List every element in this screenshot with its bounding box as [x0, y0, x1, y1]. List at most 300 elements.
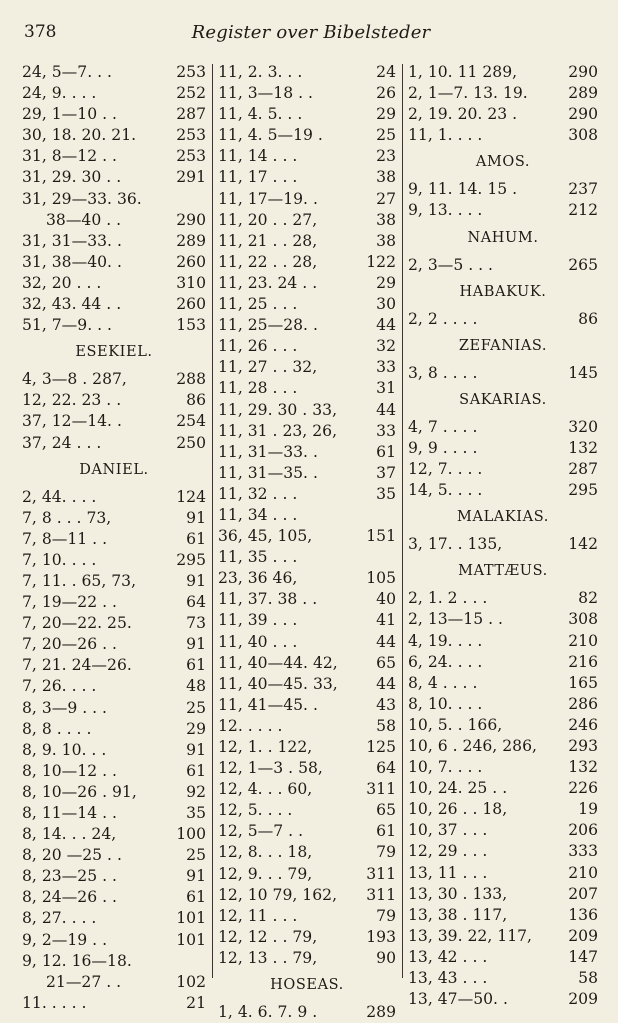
verse-reference: 11, 40—44. 42,: [218, 653, 338, 672]
page-reference: 44: [376, 674, 396, 693]
page-reference: 101: [176, 909, 206, 928]
page-reference: 142: [568, 535, 598, 554]
verse-reference: 11, 4. 5—19 .: [218, 126, 323, 145]
page-reference: 246: [568, 715, 598, 734]
page-reference: 38: [376, 231, 396, 250]
page-reference: 65: [376, 801, 396, 820]
index-entry: [218, 674, 396, 695]
verse-reference: 10, 24. 25 . .: [408, 779, 508, 798]
index-entry: [22, 803, 206, 824]
page-reference: 25: [186, 698, 206, 717]
page-reference: 333: [568, 842, 598, 861]
verse-reference: 8, 20 —25 . .: [22, 846, 122, 865]
verse-reference: 11, 26 . . .: [218, 337, 298, 356]
index-entry: [408, 363, 598, 384]
index-entry: [408, 62, 598, 83]
index-entry: [22, 125, 206, 146]
verse-reference: 13, 11 . . .: [408, 863, 488, 882]
page-reference: 86: [578, 309, 598, 328]
index-column-3: [408, 62, 598, 1009]
page-header: [24, 22, 598, 48]
verse-reference: 10, 26 . . 18,: [408, 800, 508, 819]
page-reference: 21: [186, 993, 206, 1012]
book-heading-sakarias: SAKARIAS.: [459, 391, 547, 408]
page-reference: 122: [366, 252, 396, 271]
hoseas-entries: [218, 1002, 396, 1023]
page-reference: 226: [568, 779, 598, 798]
page-reference: 237: [568, 180, 598, 199]
verse-reference: 37, 24 . . .: [22, 433, 102, 452]
page-reference: 25: [186, 846, 206, 865]
page-reference: 86: [186, 391, 206, 410]
esekiel-entries: [22, 369, 206, 453]
verse-reference: 32, 20 . . .: [22, 273, 102, 292]
page-reference: 250: [176, 433, 206, 452]
page-reference: 91: [186, 740, 206, 759]
index-entry: [218, 589, 396, 610]
verse-reference: 7, 10. . . .: [22, 550, 97, 569]
verse-reference: 8, 10—26 . 91,: [22, 782, 137, 801]
verse-reference: 14, 5. . . .: [408, 481, 483, 500]
verse-reference: 11, 27 . . 32,: [218, 358, 318, 377]
page-reference: 27: [376, 189, 396, 208]
index-entry: [218, 167, 396, 188]
index-entry: [22, 62, 206, 83]
page-reference: 310: [176, 273, 206, 292]
verse-reference: 11, 32 . . .: [218, 484, 298, 503]
page-reference: 124: [176, 487, 206, 506]
index-entry: [408, 926, 598, 947]
index-entry: [218, 885, 396, 906]
verse-reference: 7, 20—26 . .: [22, 635, 117, 654]
page-reference: 91: [186, 571, 206, 590]
verse-reference: 7, 19—22 . .: [22, 593, 117, 612]
verse-reference: 11, 3—18 . .: [218, 84, 313, 103]
verse-reference: 9, 13. . . .: [408, 201, 483, 220]
verse-reference: 3, 8 . . . .: [408, 363, 478, 382]
index-entry: [22, 782, 206, 803]
page-reference: 308: [568, 610, 598, 629]
page-reference: 91: [186, 867, 206, 886]
verse-reference: 2, 1—7. 13. 19.: [408, 84, 528, 103]
page-reference: 41: [376, 611, 396, 630]
page-reference: 287: [568, 460, 598, 479]
page-reference: 33: [376, 421, 396, 440]
verse-reference: 11, 22 . . 28,: [218, 252, 318, 271]
index-entry: [22, 698, 206, 719]
verse-reference: 11, 31—33. .: [218, 442, 318, 461]
index-entry: [408, 841, 598, 862]
page-reference: 153: [176, 316, 206, 335]
page-reference: 92: [186, 782, 206, 801]
index-entry: [22, 252, 206, 273]
index-entry: [22, 761, 206, 782]
zefanias-entries: [408, 363, 598, 384]
book-heading-habakuk: HABAKUK.: [459, 283, 547, 300]
page-reference: 132: [568, 758, 598, 777]
verse-reference: 12, 1—3 . 58,: [218, 759, 323, 778]
index-entry: [408, 799, 598, 820]
index-entry: [218, 821, 396, 842]
index-entry: [218, 294, 396, 315]
verse-reference: 12, 4. . . 60,: [218, 780, 313, 799]
index-entry: [218, 357, 396, 378]
index-entry: [218, 758, 396, 779]
verse-reference: 11, 28 . . .: [218, 379, 298, 398]
page-number: 378: [24, 22, 57, 42]
index-entry: [408, 968, 598, 989]
index-entry: [22, 315, 206, 336]
index-entry: [218, 842, 396, 863]
index-entry: [22, 508, 206, 529]
verse-reference: 9, 2—19 . .: [22, 930, 108, 949]
index-entry: [22, 146, 206, 167]
page-reference: 288: [176, 370, 206, 389]
page-reference: 61: [376, 822, 396, 841]
verse-reference: 10, 6 . 246, 286,: [408, 736, 537, 755]
index-entry: [218, 948, 396, 969]
verse-reference: 12, 1. . 122,: [218, 738, 313, 756]
index-entry: [22, 592, 206, 613]
verse-reference: 31, 29—33. 36.: [22, 189, 142, 208]
page-reference: 38: [376, 210, 396, 229]
index-entry: [218, 252, 396, 273]
verse-reference: 8, 10—12 . .: [22, 761, 117, 780]
index-entry: [408, 255, 598, 276]
verse-reference: 7, 8—11 . .: [22, 529, 108, 548]
verse-reference: 32, 43. 44 . .: [22, 295, 122, 314]
verse-reference: 10, 37 . . .: [408, 821, 488, 840]
index-entry: [218, 83, 396, 104]
page-reference: 64: [376, 759, 396, 778]
page-reference: 43: [376, 695, 396, 714]
page-reference: 44: [376, 316, 396, 335]
page-reference: 35: [186, 804, 206, 822]
page-reference: 265: [568, 255, 598, 274]
index-entry: [408, 778, 598, 799]
page-reference: 311: [366, 780, 396, 799]
index-entry: [218, 421, 396, 442]
index-entry: [22, 189, 206, 210]
index-entry: [408, 715, 598, 736]
page-reference: 79: [376, 843, 396, 862]
book-heading-zefanias: ZEFANIAS.: [458, 337, 548, 354]
verse-reference: 8, 8 . . . .: [22, 719, 92, 738]
verse-reference: 4, 7 . . . .: [408, 417, 478, 436]
page-reference: 286: [568, 694, 598, 713]
index-entry: [218, 927, 396, 948]
page-reference: 151: [366, 527, 396, 546]
page-reference: 32: [376, 337, 396, 356]
index-entry: [22, 390, 206, 411]
index-entry: [408, 820, 598, 841]
column-divider: [212, 64, 213, 978]
page-reference: 320: [568, 417, 598, 436]
verse-reference: 12, 5. . . .: [218, 801, 293, 820]
page-reference: 30: [376, 295, 396, 314]
verse-reference: 8, 11—14 . .: [22, 804, 117, 822]
index-entry: [22, 83, 206, 104]
index-columns: [22, 62, 600, 1022]
index-entry: [408, 736, 598, 757]
verse-reference: 11, 14 . . .: [218, 147, 298, 166]
verse-reference: 12, 22. 23 . .: [22, 391, 122, 410]
verse-reference: 2, 2 . . . .: [408, 309, 478, 328]
verse-reference: 13, 30 . 133,: [408, 884, 508, 903]
index-entry: [408, 459, 598, 480]
page-reference: 73: [186, 614, 206, 633]
index-entry: [218, 568, 396, 589]
page-reference: 311: [366, 885, 396, 904]
verse-reference: 31, 8—12 . .: [22, 147, 117, 166]
verse-reference: 9, 11. 14. 15 .: [408, 180, 518, 199]
verse-reference: 13, 39. 22, 117,: [408, 926, 532, 945]
verse-reference: 37, 12—14. .: [22, 412, 122, 431]
page-reference: 33: [376, 358, 396, 377]
verse-reference: 8, 3—9 . . .: [22, 698, 108, 717]
verse-reference: 7, 20—22. 25.: [22, 614, 132, 633]
index-entry: [22, 613, 206, 634]
index-entry: [218, 273, 396, 294]
index-entry: [22, 571, 206, 592]
verse-reference: 11, 23. 24 . .: [218, 273, 318, 292]
index-entry: [218, 800, 396, 821]
verse-reference: 38—40 . .: [46, 210, 122, 229]
verse-reference: 2, 44. . . .: [22, 487, 97, 506]
page-reference: 260: [176, 252, 206, 271]
verse-reference: 1, 4. 6. 7. 9 .: [218, 1003, 318, 1022]
index-entry: [408, 694, 598, 715]
page-reference: 37: [376, 463, 396, 482]
index-entry: [22, 433, 206, 454]
book-heading-esekiel: ESEKIEL.: [75, 344, 153, 361]
index-entry: [408, 417, 598, 438]
index-entry: [408, 652, 598, 673]
verse-reference: 11, 37. 38 . .: [218, 590, 318, 609]
page-reference: 24: [376, 63, 396, 81]
verse-reference: 12, 9. . . 79,: [218, 864, 313, 883]
verse-reference: 2, 1. 2 . . .: [408, 589, 488, 608]
book-heading-nahum: NAHUM.: [467, 229, 539, 246]
index-entry: [22, 167, 206, 188]
index-entry: [218, 210, 396, 231]
index-entry: [218, 378, 396, 399]
verse-reference: 11, 25—28. .: [218, 316, 318, 335]
verse-reference: 12, 12 . . 79,: [218, 927, 318, 946]
hoseas-entries-cont: [408, 62, 598, 146]
verse-reference: 10, 5. . 166,: [408, 715, 503, 734]
verse-reference: 11, 29. 30 . 33,: [218, 400, 338, 419]
index-entry: [22, 676, 206, 697]
index-entry: [218, 336, 396, 357]
verse-reference: 7, 21. 24—26.: [22, 656, 132, 675]
page-reference: 132: [568, 438, 598, 457]
index-entry: [408, 534, 598, 555]
page-reference: 289: [366, 1003, 396, 1022]
index-entry: [408, 480, 598, 501]
index-entry: [22, 231, 206, 252]
sakarias-entries: [408, 417, 598, 501]
index-entry: [22, 104, 206, 125]
page-reference: 260: [176, 295, 206, 314]
index-entry: [218, 695, 396, 716]
verse-reference: 12, 8. . . 18,: [218, 843, 313, 862]
verse-reference: 11, 2. 3. . .: [218, 63, 303, 81]
verse-reference: 11, 31—35. .: [218, 463, 318, 482]
verse-reference: 2, 13—15 . .: [408, 610, 503, 629]
column-divider: [402, 64, 403, 978]
book-heading-amos: AMOS.: [475, 154, 531, 171]
index-entry: [218, 315, 396, 336]
verse-reference: 6, 24. . . .: [408, 652, 483, 671]
page-reference: 206: [568, 821, 598, 840]
page-reference: 210: [568, 631, 598, 650]
page-reference: 291: [176, 168, 206, 187]
verse-reference: 21—27 . .: [46, 972, 122, 991]
index-entry: [218, 906, 396, 927]
verse-reference: 4, 19. . . .: [408, 631, 483, 650]
page-reference: 209: [568, 990, 598, 1009]
page-reference: 61: [186, 761, 206, 780]
page-reference: 193: [366, 927, 396, 946]
page-reference: 35: [376, 484, 396, 503]
index-entry: [408, 438, 598, 459]
page-reference: 82: [578, 589, 598, 608]
verse-reference: 24, 5—7. . .: [22, 63, 112, 81]
page-reference: 44: [376, 400, 396, 419]
index-entry: [22, 210, 206, 231]
index-entry: [218, 146, 396, 167]
page-reference: 100: [176, 825, 206, 844]
verse-reference: 29, 1—10 . .: [22, 105, 117, 124]
index-entry: [408, 884, 598, 905]
page-reference: 91: [186, 508, 206, 527]
index-entry: [218, 484, 396, 505]
verse-reference: 8, 24—26 . .: [22, 888, 117, 907]
index-entry: [218, 505, 396, 526]
page-reference: 102: [176, 972, 206, 991]
verse-reference: 9, 9 . . . .: [408, 438, 478, 457]
page-reference: 136: [568, 905, 598, 924]
index-entry: [218, 104, 396, 125]
index-entry: [408, 200, 598, 221]
verse-reference: 3, 17. . 135,: [408, 535, 503, 554]
page-reference: 216: [568, 652, 598, 671]
index-entry: [218, 400, 396, 421]
page-reference: 61: [376, 442, 396, 461]
verse-reference: 12. . . . .: [218, 716, 283, 735]
verse-reference: 11, 34 . . .: [218, 505, 298, 524]
book-heading-malakias: MALAKIAS.: [457, 509, 549, 526]
verse-reference: 11, 40—45. 33,: [218, 674, 338, 693]
index-entry: [22, 908, 206, 929]
page-reference: 25: [376, 126, 396, 145]
page-reference: 58: [578, 969, 598, 987]
verse-reference: 8, 27. . . .: [22, 909, 97, 928]
verse-reference: 36, 45, 105,: [218, 527, 313, 546]
page-reference: 210: [568, 863, 598, 882]
verse-reference: 12, 10 79, 162,: [218, 885, 338, 904]
index-entry: [218, 125, 396, 146]
page-reference: 91: [186, 635, 206, 654]
index-entry: [218, 610, 396, 631]
index-entry: [22, 972, 206, 993]
page-reference: 290: [568, 63, 598, 81]
index-entry: [408, 757, 598, 778]
page-reference: 31: [376, 379, 396, 398]
index-entry: [218, 1002, 396, 1023]
daniel-entries-cont: [218, 62, 396, 969]
page-reference: 289: [176, 231, 206, 250]
index-entry: [22, 634, 206, 655]
index-entry: [218, 864, 396, 885]
verse-reference: 13, 43 . . .: [408, 969, 488, 987]
index-entry: [22, 824, 206, 845]
index-entry: [22, 845, 206, 866]
verse-reference: 2, 3—5 . . .: [408, 255, 494, 274]
verse-reference: 12, 11 . . .: [218, 906, 298, 925]
page-reference: 295: [568, 481, 598, 500]
index-entry: [408, 179, 598, 200]
verse-reference: 12, 7. . . .: [408, 460, 483, 479]
page-reference: 29: [186, 719, 206, 738]
index-entry: [218, 62, 396, 83]
page-reference: 26: [376, 84, 396, 103]
page-reference: 38: [376, 168, 396, 187]
page-reference: 79: [376, 906, 396, 925]
amos-entries: [408, 179, 598, 221]
index-entry: [408, 947, 598, 968]
verse-reference: 11, 25 . . .: [218, 295, 298, 314]
page-reference: 61: [186, 888, 206, 907]
verse-reference: 31, 31—33. .: [22, 231, 122, 250]
page-reference: 29: [376, 105, 396, 124]
page-reference: 147: [568, 947, 598, 966]
verse-reference: 51, 7—9. . .: [22, 316, 112, 335]
page-reference: 125: [366, 738, 396, 756]
verse-reference: 1, 10. 11 289,: [408, 63, 518, 81]
page-reference: 308: [568, 126, 598, 145]
index-column-1: [22, 62, 206, 1012]
verse-reference: 12, 5—7 . .: [218, 822, 304, 841]
index-entry: [408, 631, 598, 652]
verse-reference: 7, 26. . . .: [22, 677, 97, 696]
mattaeus-entries: [408, 588, 598, 1010]
verse-reference: 8, 10. . . .: [408, 694, 483, 713]
verse-reference: 11, 39 . . .: [218, 611, 298, 630]
page-reference: 48: [186, 677, 206, 696]
malakias-entries: [408, 534, 598, 555]
page-reference: 252: [176, 84, 206, 103]
page-reference: 64: [186, 593, 206, 612]
index-entry: [22, 993, 206, 1014]
index-entry: [408, 104, 598, 125]
page-reference: 290: [176, 210, 206, 229]
index-entry: [22, 369, 206, 390]
page-reference: 29: [376, 273, 396, 292]
page-reference: 254: [176, 412, 206, 431]
index-entry: [218, 653, 396, 674]
page-reference: 58: [376, 716, 396, 735]
index-entry: [218, 231, 396, 252]
index-entry: [22, 719, 206, 740]
verse-reference: 12, 13 . . 79,: [218, 948, 318, 967]
page-reference: 289: [568, 84, 598, 103]
verse-reference: 11, 4. 5. . .: [218, 105, 303, 124]
habakuk-entries: [408, 309, 598, 330]
page-reference: 61: [186, 656, 206, 675]
index-entry: [408, 989, 598, 1010]
